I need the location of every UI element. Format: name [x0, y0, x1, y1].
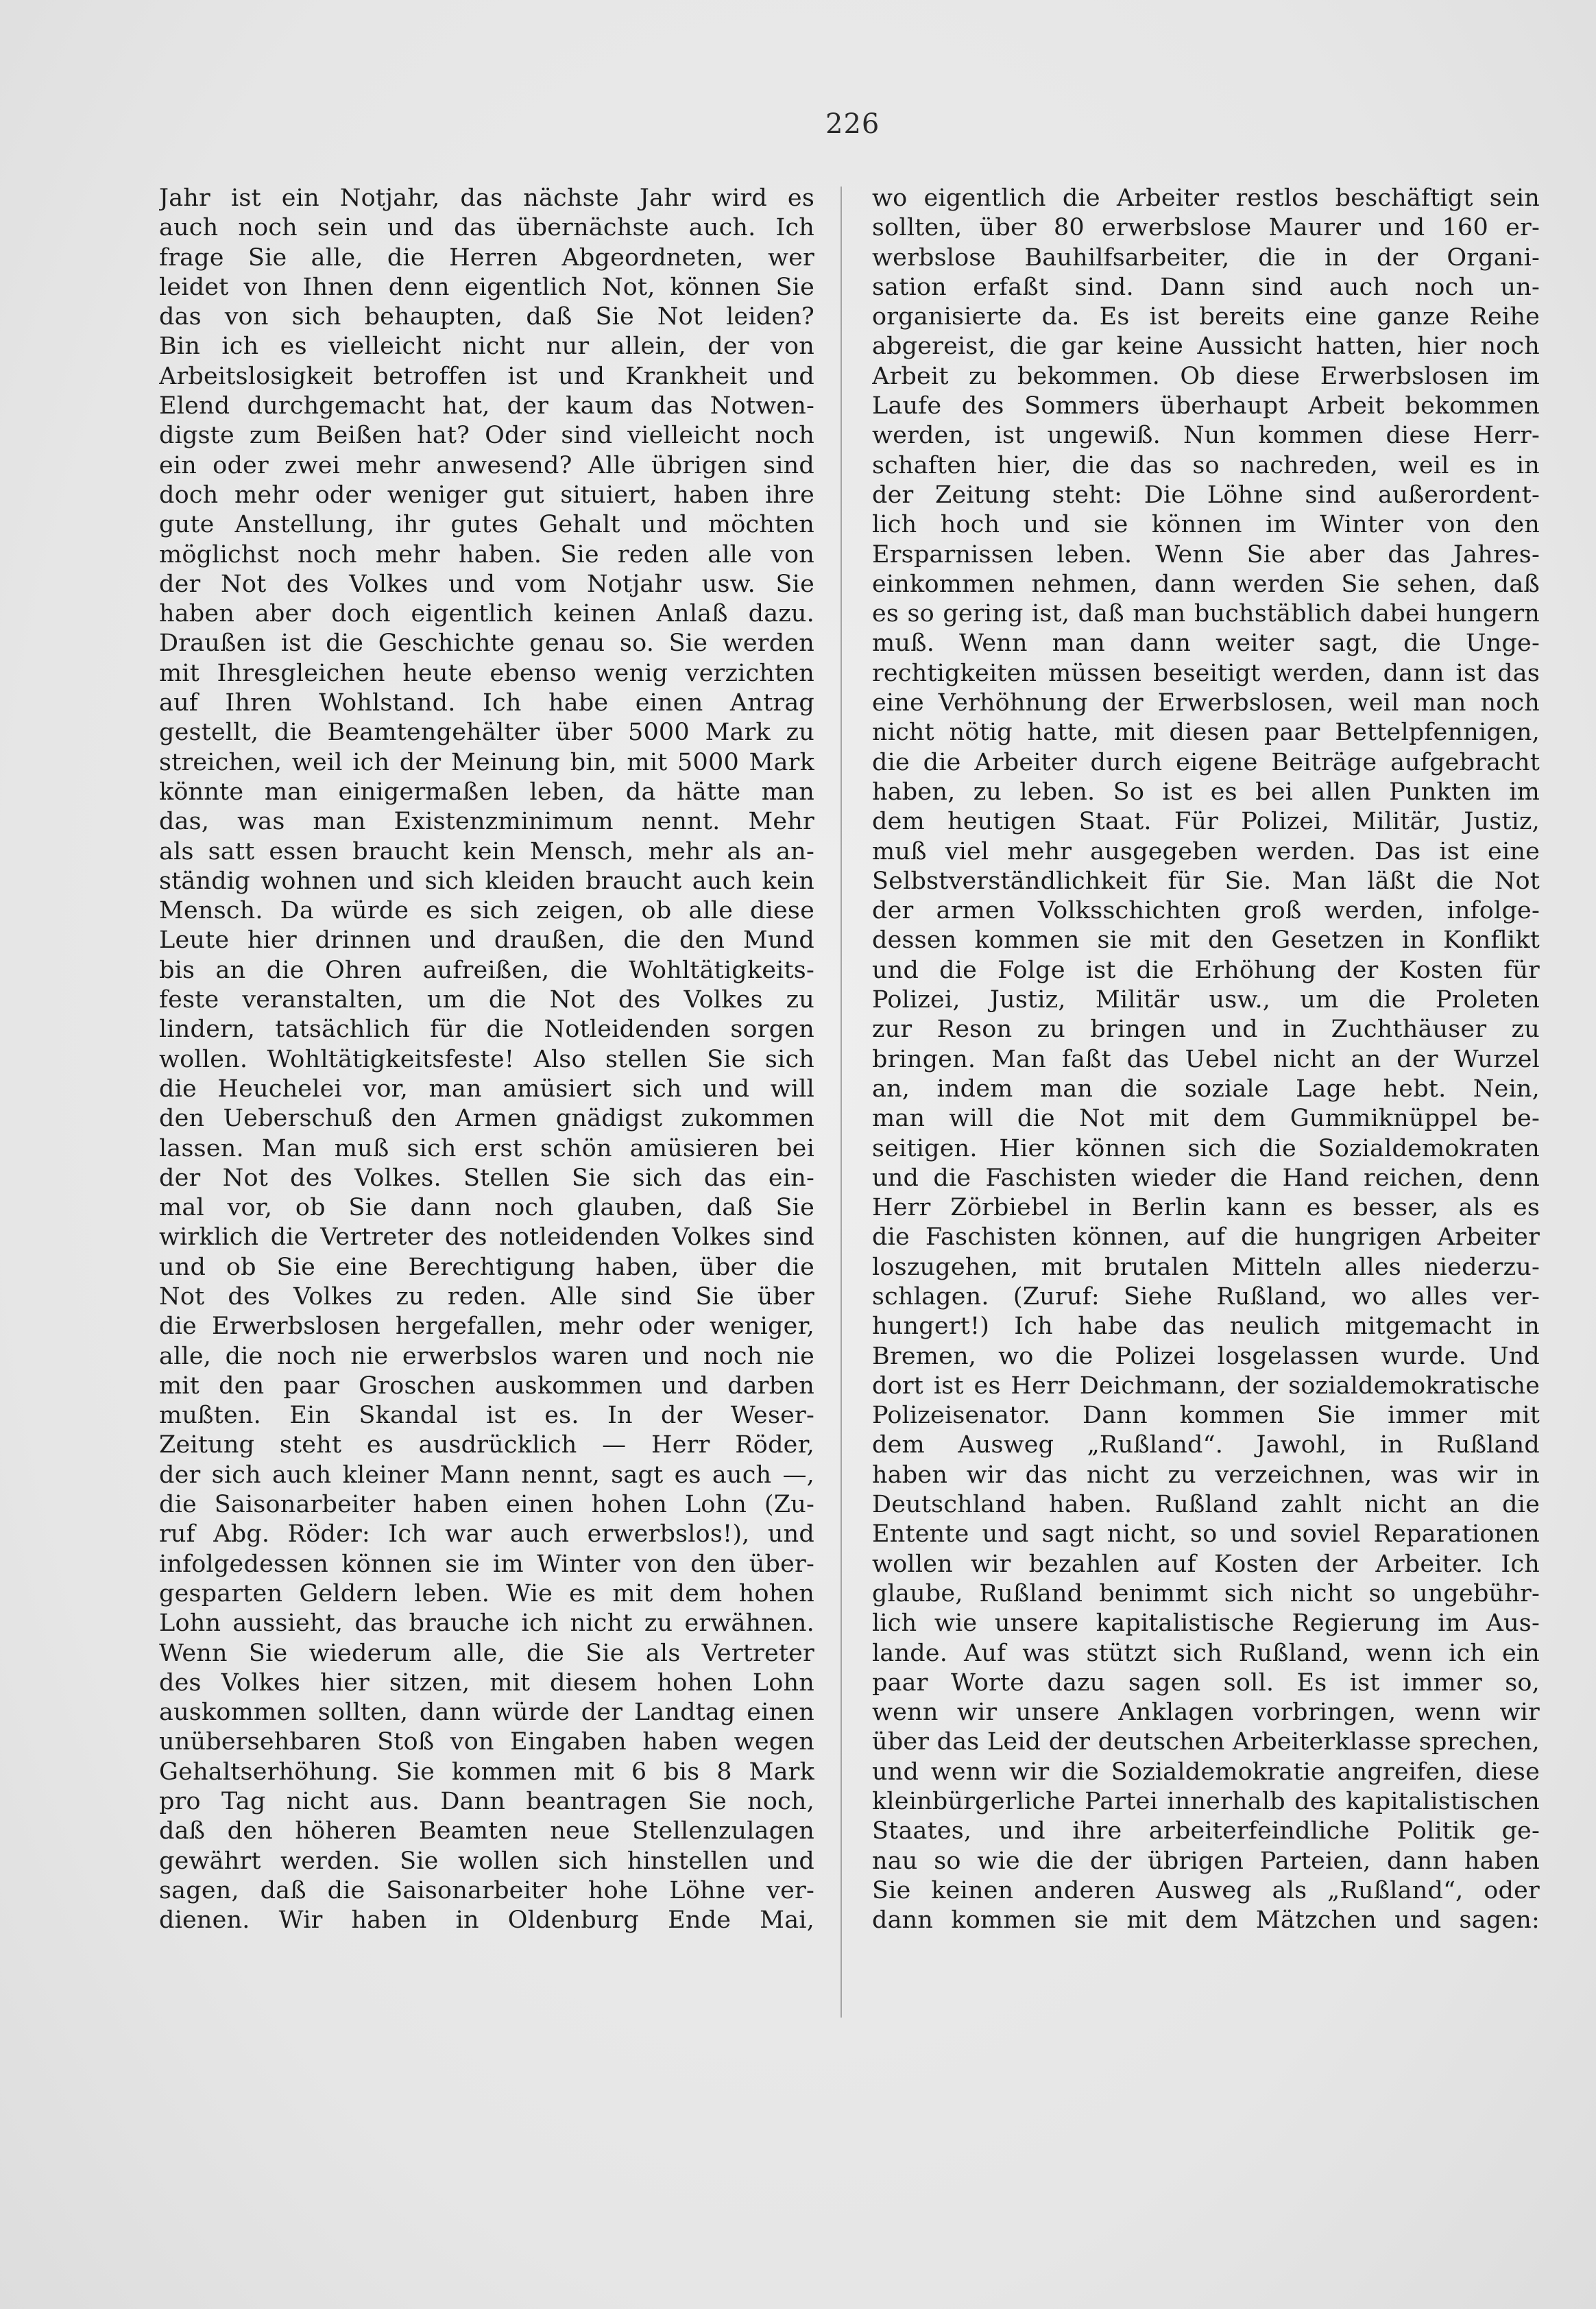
text-line: Bin ich es vielleicht nicht nur allein, der von: [159, 333, 814, 361]
text-line: Draußen ist die Geschichte genau so. Sie werden: [159, 630, 814, 658]
text-line: paar Worte dazu sagen soll. Es ist immer so,: [872, 1668, 1540, 1697]
text-line: leidet von Ihnen denn eigentlich Not, können Sie: [159, 273, 814, 301]
text-line: alle, die noch nie erwerbslos waren und noch nie: [159, 1342, 814, 1370]
text-line: lich hoch und sie können im Winter von den: [872, 511, 1540, 539]
text-line: nau so wie die der übrigen Parteien, dann haben: [872, 1847, 1540, 1875]
text-line: glaube, Rußland benimmt sich nicht so ungebühr-: [872, 1579, 1540, 1607]
text-line: die die Arbeiter durch eigene Beiträge aufgebracht: [872, 748, 1540, 776]
text-line: und die Folge ist die Erhöhung der Kosten für: [872, 956, 1540, 984]
text-line: werden, ist ungewiß. Nun kommen diese Herr-: [872, 422, 1540, 450]
text-line: es so gering ist, daß man buchstäblich dabei hungern: [872, 600, 1540, 628]
text-line: infolgedessen können sie im Winter von den über-: [159, 1550, 814, 1578]
text-line: daß den höheren Beamten neue Stellenzulagen: [159, 1817, 814, 1845]
right-text-column: [872, 184, 1540, 1936]
text-line: zur Reson zu bringen und in Zuchthäuser zu: [872, 1016, 1540, 1044]
text-line: werbslose Bauhilfsarbeiter, die in der Organi-: [872, 243, 1540, 272]
text-line: der armen Volksschichten groß werden, infolge-: [872, 897, 1540, 925]
text-line: auf Ihren Wohlstand. Ich habe einen Antrag: [159, 689, 814, 717]
text-line: mit Ihresgleichen heute ebenso wenig verzichten: [159, 659, 814, 687]
page-number: 226: [825, 108, 880, 140]
text-line: schlagen. (Zuruf: Siehe Rußland, wo alles ver-: [872, 1282, 1540, 1311]
text-line: Wenn Sie wiederum alle, die Sie als Vertreter: [159, 1639, 814, 1667]
text-line: und ob Sie eine Berechtigung haben, über die: [159, 1253, 814, 1281]
text-line: haben wir das nicht zu verzeichnen, was wir in: [872, 1461, 1540, 1489]
text-line: Leute hier drinnen und draußen, die den Mund: [159, 926, 814, 955]
text-line: pro Tag nicht aus. Dann beantragen Sie noch,: [159, 1788, 814, 1816]
text-line: wo eigentlich die Arbeiter restlos beschäftigt sein: [872, 184, 1540, 212]
text-line: sagen, daß die Saisonarbeiter hohe Löhne ver-: [159, 1876, 814, 1904]
text-line: und die Faschisten wieder die Hand reichen, denn: [872, 1164, 1540, 1192]
text-line: der Zeitung steht: Die Löhne sind außerordent-: [872, 481, 1540, 509]
text-line: Mensch. Da würde es sich zeigen, ob alle diese: [159, 897, 814, 925]
text-line: des Volkes hier sitzen, mit diesem hohen Lohn: [159, 1668, 814, 1697]
text-line: sation erfaßt sind. Dann sind auch noch un-: [872, 273, 1540, 301]
text-line: Gehaltserhöhung. Sie kommen mit 6 bis 8 Mark: [159, 1758, 814, 1786]
text-line: Herr Zörbiebel in Berlin kann es besser, als es: [872, 1194, 1540, 1222]
text-line: Polizei, Justiz, Militär usw., um die Proleten: [872, 986, 1540, 1014]
text-line: muß. Wenn man dann weiter sagt, die Unge-: [872, 630, 1540, 658]
text-line: kleinbürgerliche Partei innerhalb des kapitalistischen: [872, 1788, 1540, 1816]
text-line: einkommen nehmen, dann werden Sie sehen, daß: [872, 570, 1540, 598]
text-line: die Heuchelei vor, man amüsiert sich und will: [159, 1075, 814, 1103]
text-line: sollten, über 80 erwerbslose Maurer und 160 er-: [872, 214, 1540, 242]
text-line: als satt essen braucht kein Mensch, mehr als an-: [159, 837, 814, 865]
text-line: könnte man einigermaßen leben, da hätte man: [159, 778, 814, 806]
text-line: rechtigkeiten müssen beseitigt werden, dann ist das: [872, 659, 1540, 687]
text-line: wirklich die Vertreter des notleidenden Volkes sind: [159, 1223, 814, 1252]
text-line: Deutschland haben. Rußland zahlt nicht an die: [872, 1491, 1540, 1519]
text-line: dienen. Wir haben in Oldenburg Ende Mai,: [159, 1906, 814, 1935]
text-line: Jahr ist ein Notjahr, das nächste Jahr wird es: [159, 184, 814, 212]
text-line: gewährt werden. Sie wollen sich hinstellen und: [159, 1847, 814, 1875]
text-line: bringen. Man faßt das Uebel nicht an der Wurzel: [872, 1045, 1540, 1073]
text-line: den Ueberschuß den Armen gnädigst zukommen: [159, 1105, 814, 1133]
text-line: über das Leid der deutschen Arbeiterklasse sprechen,: [872, 1728, 1540, 1756]
text-line: an, indem man die soziale Lage hebt. Nein,: [872, 1075, 1540, 1103]
text-line: bis an die Ohren aufreißen, die Wohltätigkeits-: [159, 956, 814, 984]
text-line: ein oder zwei mehr anwesend? Alle übrigen sind: [159, 451, 814, 479]
text-line: lindern, tatsächlich für die Notleidenden sorgen: [159, 1016, 814, 1044]
text-line: mit den paar Groschen auskommen und darben: [159, 1372, 814, 1400]
text-line: möglichst noch mehr haben. Sie reden alle von: [159, 540, 814, 569]
text-line: mußten. Ein Skandal ist es. In der Weser-: [159, 1402, 814, 1430]
text-line: Not des Volkes zu reden. Alle sind Sie über: [159, 1282, 814, 1311]
text-line: dem heutigen Staat. Für Polizei, Militär, Justiz,: [872, 808, 1540, 836]
text-line: haben aber doch eigentlich keinen Anlaß dazu.: [159, 600, 814, 628]
text-line: lassen. Man muß sich erst schön amüsieren bei: [159, 1134, 814, 1162]
text-line: wollen wir bezahlen auf Kosten der Arbeiter. Ich: [872, 1550, 1540, 1578]
text-line: organisierte da. Es ist bereits eine ganze Reihe: [872, 303, 1540, 331]
text-line: feste veranstalten, um die Not des Volkes zu: [159, 986, 814, 1014]
text-line: schaften hier, die das so nachreden, weil es in: [872, 451, 1540, 479]
text-line: wollen. Wohltätigkeitsfeste! Also stellen Sie sich: [159, 1045, 814, 1073]
text-line: nicht nötig hatte, mit diesen paar Bettelpfennigen,: [872, 719, 1540, 747]
text-line: Sie keinen anderen Ausweg als „Rußland“, oder: [872, 1876, 1540, 1904]
text-line: Staates, und ihre arbeiterfeindliche Politik ge-: [872, 1817, 1540, 1845]
text-line: eine Verhöhnung der Erwerbslosen, weil man noch: [872, 689, 1540, 717]
text-line: lande. Auf was stützt sich Rußland, wenn ich ein: [872, 1639, 1540, 1667]
text-line: hungert!) Ich habe das neulich mitgemacht in: [872, 1313, 1540, 1341]
text-line: haben, zu leben. So ist es bei allen Punkten im: [872, 778, 1540, 806]
text-line: wenn wir unsere Anklagen vorbringen, wenn wir: [872, 1699, 1540, 1727]
text-line: die Erwerbslosen hergefallen, mehr oder weniger,: [159, 1313, 814, 1341]
text-line: auskommen sollten, dann würde der Landtag einen: [159, 1699, 814, 1727]
text-line: Entente und sagt nicht, so und soviel Reparationen: [872, 1520, 1540, 1548]
text-line: Arbeit zu bekommen. Ob diese Erwerbslosen im: [872, 362, 1540, 390]
text-line: Ersparnissen leben. Wenn Sie aber das Jahres-: [872, 540, 1540, 569]
text-line: streichen, weil ich der Meinung bin, mit 5000 Mark: [159, 748, 814, 776]
text-line: muß viel mehr ausgegeben werden. Das ist eine: [872, 837, 1540, 865]
text-line: das, was man Existenzminimum nennt. Mehr: [159, 808, 814, 836]
left-text-column: [159, 184, 814, 1936]
text-line: dort ist es Herr Deichmann, der sozialdemokratische: [872, 1372, 1540, 1400]
text-line: der Not des Volkes. Stellen Sie sich das ein-: [159, 1164, 814, 1192]
text-line: loszugehen, mit brutalen Mitteln alles niederzu-: [872, 1253, 1540, 1281]
text-line: gesparten Geldern leben. Wie es mit dem hohen: [159, 1579, 814, 1607]
text-line: abgereist, die gar keine Aussicht hatten, hier noch: [872, 333, 1540, 361]
text-line: das von sich behaupten, daß Sie Not leiden?: [159, 303, 814, 331]
text-line: gute Anstellung, ihr gutes Gehalt und möchten: [159, 511, 814, 539]
text-line: digste zum Beißen hat? Oder sind vielleicht noch: [159, 422, 814, 450]
text-line: die Saisonarbeiter haben einen hohen Lohn (Zu-: [159, 1491, 814, 1519]
text-line: frage Sie alle, die Herren Abgeordneten, wer: [159, 243, 814, 272]
text-line: Polizeisenator. Dann kommen Sie immer mit: [872, 1402, 1540, 1430]
text-line: und wenn wir die Sozialdemokratie angreifen, diese: [872, 1758, 1540, 1786]
text-line: doch mehr oder weniger gut situiert, haben ihre: [159, 481, 814, 509]
text-line: Zeitung steht es ausdrücklich — Herr Röder,: [159, 1431, 814, 1459]
text-line: Bremen, wo die Polizei losgelassen wurde. Und: [872, 1342, 1540, 1370]
text-line: ständig wohnen und sich kleiden braucht auch kein: [159, 867, 814, 895]
text-line: seitigen. Hier können sich die Sozialdemokraten: [872, 1134, 1540, 1162]
text-line: lich wie unsere kapitalistische Regierung im Aus-: [872, 1610, 1540, 1638]
text-line: gestellt, die Beamtengehälter über 5000 Mark zu: [159, 719, 814, 747]
text-line: Laufe des Sommers überhaupt Arbeit bekommen: [872, 392, 1540, 420]
text-line: mal vor, ob Sie dann noch glauben, daß Sie: [159, 1194, 814, 1222]
text-line: dem Ausweg „Rußland“. Jawohl, in Rußland: [872, 1431, 1540, 1459]
text-line: die Faschisten können, auf die hungrigen Arbeiter: [872, 1223, 1540, 1252]
text-line: der sich auch kleiner Mann nennt, sagt es auch —,: [159, 1461, 814, 1489]
text-line: Selbstverständlichkeit für Sie. Man läßt die Not: [872, 867, 1540, 895]
text-line: ruf Abg. Röder: Ich war auch erwerbslos!), und: [159, 1520, 814, 1548]
text-line: dessen kommen sie mit den Gesetzen in Konflikt: [872, 926, 1540, 955]
text-line: man will die Not mit dem Gummiknüppel be-: [872, 1105, 1540, 1133]
text-line: Elend durchgemacht hat, der kaum das Notwen-: [159, 392, 814, 420]
column-divider: [841, 187, 842, 2018]
text-line: Lohn aussieht, das brauche ich nicht zu erwähnen.: [159, 1610, 814, 1638]
text-line: unübersehbaren Stoß von Eingaben haben wegen: [159, 1728, 814, 1756]
text-line: Arbeitslosigkeit betroffen ist und Krankheit und: [159, 362, 814, 390]
text-line: auch noch sein und das übernächste auch. Ich: [159, 214, 814, 242]
text-line: der Not des Volkes und vom Notjahr usw. Sie: [159, 570, 814, 598]
text-line: dann kommen sie mit dem Mätzchen und sagen:: [872, 1906, 1540, 1935]
